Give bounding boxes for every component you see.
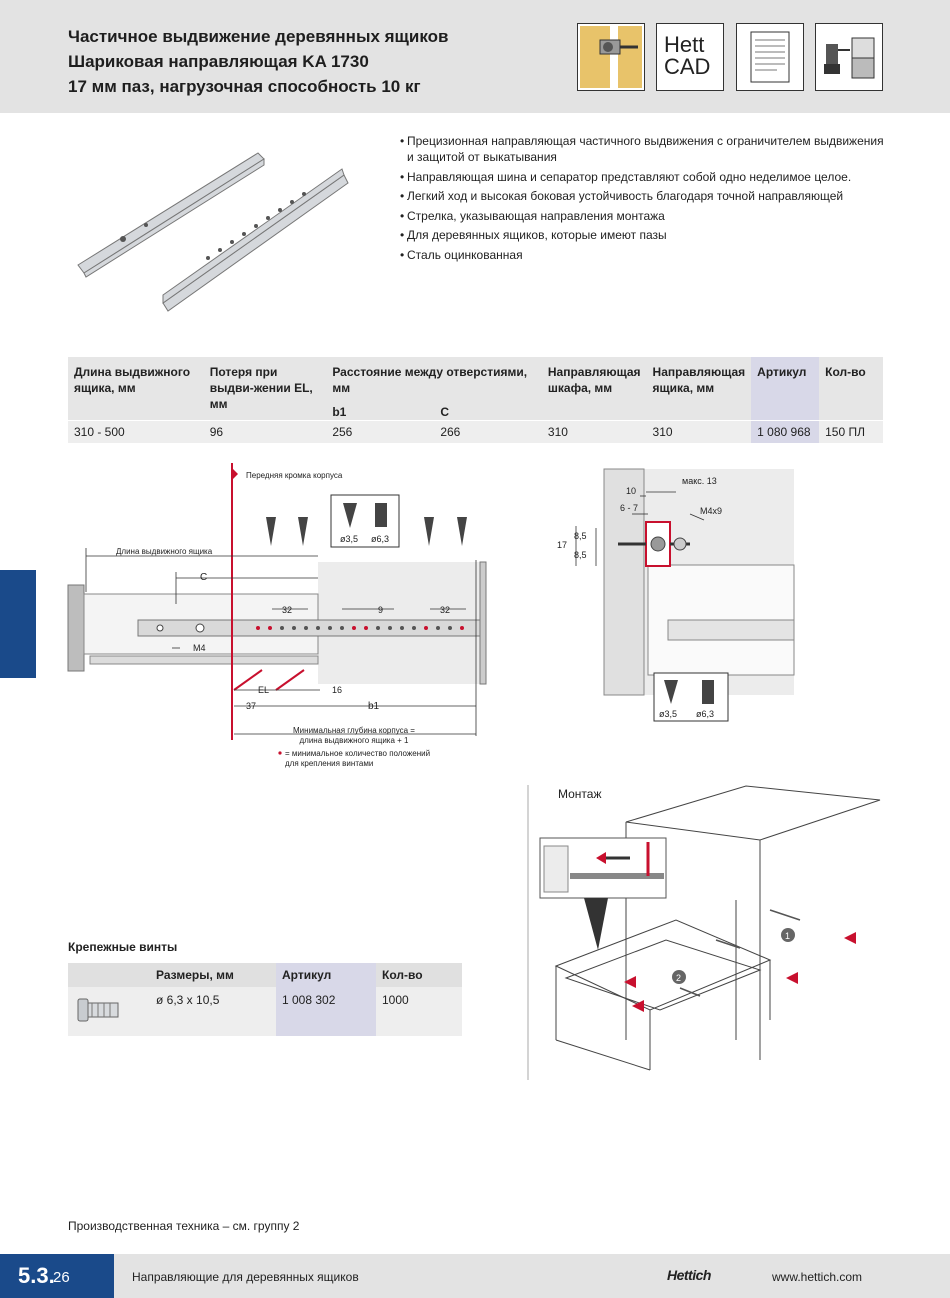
- page-number-sub: 26: [53, 1269, 70, 1286]
- screw-qty-cell: 1000: [376, 987, 462, 1036]
- production-note: Производственная техника – см. группу 2: [68, 1219, 300, 1233]
- dim-10-label: 10: [626, 486, 637, 496]
- hettcad-line-2: CAD: [664, 54, 711, 79]
- dim-6-7-label: 6 - 7: [620, 503, 639, 513]
- screws-title: Крепежные винты: [68, 940, 178, 954]
- page-footer: [0, 1254, 950, 1298]
- cell-drawer-rail: 310: [647, 421, 752, 444]
- dim-9-label: 9: [378, 605, 384, 615]
- table-row: [68, 987, 462, 1036]
- header-drawer-length: Длина выдвижного ящика, мм: [68, 357, 204, 421]
- montage-diagram: [526, 785, 886, 1085]
- montage-step-1: 1: [785, 931, 791, 941]
- montage-label: Монтаж: [558, 787, 602, 801]
- screws-header-qty: Кол-во: [376, 963, 462, 987]
- screws-header-article: Артикул: [276, 963, 376, 987]
- montage-step-2: 2: [676, 973, 682, 983]
- feature-item: • Прецизионная направляющая частичного выдвижения с ограничителем выдвижения и защитой от выкатывания: [400, 133, 890, 165]
- footer-section: Направляющие для деревянных ящиков: [132, 1270, 359, 1284]
- title-line-2: Шариковая направляющая KA 1730: [68, 52, 369, 71]
- hettich-logo: Hettich: [667, 1267, 711, 1283]
- cell-cabinet-rail: 310: [542, 421, 647, 444]
- table-row: [68, 421, 883, 444]
- dim-max13-label: макс. 13: [682, 476, 717, 486]
- screw-small-label-right: ø3,5: [659, 709, 678, 719]
- dim-m4x9-label: M4x9: [700, 506, 723, 516]
- feature-list: [400, 133, 890, 266]
- header-b1: b1: [332, 405, 347, 419]
- screw-small-label: ø3,5: [340, 534, 359, 544]
- cell-qty: 150 ПЛ: [819, 421, 883, 444]
- feature-item: • Легкий ход и высокая боковая устойчивость благодаря точной направляющей: [400, 188, 890, 204]
- document-icon[interactable]: [736, 23, 804, 91]
- header-cabinet-rail: Направляющая шкафа, мм: [542, 357, 647, 421]
- feature-item: • Направляющая шина и сепаратор представляют собой одно неделимое целое.: [400, 169, 890, 185]
- page-number-main: 5.3.: [18, 1263, 55, 1288]
- section-side-tab: [0, 570, 36, 678]
- header-article: Артикул: [751, 357, 819, 421]
- feature-item: • Для деревянных ящиков, которые имеют пазы: [400, 227, 890, 243]
- cell-drawer-length: 310 - 500: [68, 421, 204, 444]
- header-qty: Кол-во: [819, 357, 883, 421]
- hettcad-icon[interactable]: [656, 23, 724, 91]
- dim-32a-label: 32: [282, 605, 293, 615]
- header-loss: Потеря при выдви-жении EL, мм: [204, 357, 327, 421]
- min-screws-line-1: = минимальное количество положений: [285, 749, 431, 758]
- screws-table: [68, 963, 462, 1036]
- feature-item: • Стрелка, указывающая направления монтажа: [400, 208, 890, 224]
- dim-8-5b-label: 8,5: [574, 550, 587, 560]
- page-title: [68, 24, 448, 99]
- page-header: [0, 0, 950, 113]
- mounting-detail-icon[interactable]: [577, 23, 645, 91]
- cross-section-diagram: [550, 465, 800, 725]
- dim-b1-label: b1: [368, 701, 380, 712]
- dim-el-label: EL: [258, 685, 270, 695]
- dim-16-label: 16: [332, 685, 343, 695]
- header-hole-distance-label: Расстояние между отверстиями, мм: [332, 365, 528, 395]
- title-line-3: 17 мм паз, нагрузочная способность 10 кг: [68, 77, 421, 96]
- drill-assembly-icon[interactable]: [815, 23, 883, 91]
- header-drawer-rail: Направляющая ящика, мм: [647, 357, 752, 421]
- drawer-slide-image: [68, 135, 358, 315]
- cell-b1: 256: [332, 425, 353, 439]
- header-c: C: [440, 405, 449, 419]
- hettcad-line-1: Hett: [664, 32, 705, 57]
- page-number: [0, 1254, 114, 1298]
- dimension-diagram: [60, 455, 500, 775]
- screws-header-row: [68, 963, 462, 987]
- title-line-1: Частичное выдвижение деревянных ящиков: [68, 27, 449, 46]
- table-header-row: [68, 357, 883, 421]
- screws-header-size: Размеры, мм: [150, 963, 276, 987]
- screw-image-cell: [68, 987, 150, 1036]
- dim-m4-label: M4: [193, 643, 206, 653]
- min-depth-line-1: Минимальная глубина корпуса =: [293, 726, 415, 735]
- cell-c: 266: [440, 425, 461, 439]
- dim-c-label: C: [200, 572, 208, 583]
- cell-hole-distance: [326, 421, 542, 444]
- cell-article[interactable]: 1 080 968: [751, 421, 819, 444]
- product-table: [68, 357, 883, 443]
- screw-large-label-right: ø6,3: [696, 709, 715, 719]
- screw-article-cell[interactable]: 1 008 302: [276, 987, 376, 1036]
- screw-size-cell: ø 6,3 x 10,5: [150, 987, 276, 1036]
- front-edge-label: Передняя кромка корпуса: [246, 471, 343, 480]
- dim-8-5a-label: 8,5: [574, 531, 587, 541]
- dim-32b-label: 32: [440, 605, 451, 615]
- drawer-length-label: Длина выдвижного ящика: [116, 547, 213, 556]
- min-screws-line-2: для крепления винтами: [285, 759, 374, 768]
- website-link[interactable]: www.hettich.com: [772, 1270, 863, 1284]
- screws-header-image: [68, 963, 150, 987]
- dim-37-label: 37: [246, 701, 257, 711]
- header-hole-distance: [326, 357, 542, 421]
- dim-17-label: 17: [557, 540, 568, 550]
- feature-item: • Сталь оцинкованная: [400, 247, 890, 263]
- screw-large-label: ø6,3: [371, 534, 390, 544]
- euro-screw-image: [74, 993, 124, 1027]
- min-depth-line-2: длина выдвижного ящика + 1: [299, 736, 409, 745]
- cell-loss: 96: [204, 421, 327, 444]
